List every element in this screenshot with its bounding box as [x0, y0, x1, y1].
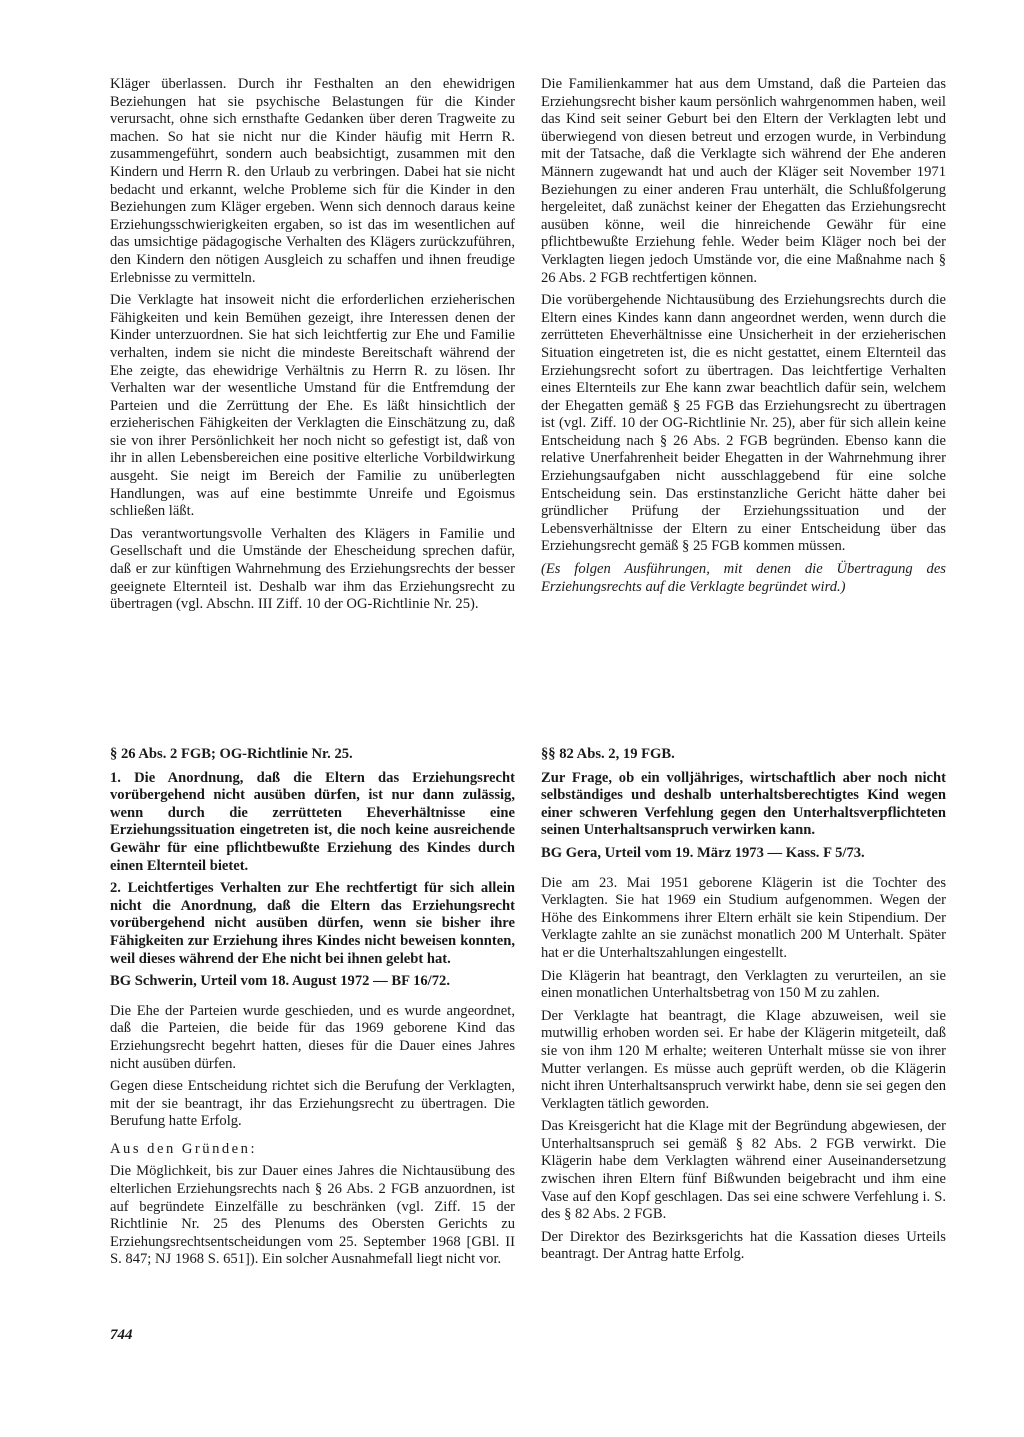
- italic-note: (Es folgen Ausführungen, mit denen die Übertragung des Erziehungsrechts auf die Verklagte begründet wird.): [541, 561, 946, 595]
- paragraph: Das Kreisgericht hat die Klage mit der Begründung abgewiesen, der Unterhaltsanspruch sei gemäß § 82 Abs. 2 FGB verwirkt. Die Klägerin habe dem Verklagten während einer Auseinandersetzung zwischen ihren Eltern fünf Bißwunden beigebracht und ihm eine Vase auf den Kopf geschlagen. Das sei eine schwere Verfehlung i. S. des § 82 Abs. 2 FGB.: [541, 1118, 946, 1223]
- paragraph: Der Direktor des Bezirksgerichts hat die Kassation dieses Urteils beantragt. Der Antrag hatte Erfolg.: [541, 1228, 946, 1263]
- court-citation: BG Gera, Urteil vom 19. März 1973 — Kass. F 5/73.: [541, 844, 865, 861]
- column-bottom-right: [541, 746, 946, 1269]
- leitsatz: Zur Frage, ob ein volljähriges, wirtschaftlich aber noch nicht selbständiges und deshalb unterhaltsberechtigtes Kind wegen einer schweren Verfehlung gegen den Unterhaltsverpflichteten seinen Unterhaltsanspruch verwirken kann.: [541, 769, 946, 839]
- paragraph: Die Familienkammer hat aus dem Umstand, daß die Parteien das Erziehungsrecht bisher kaum persönlich wahrgenommen haben, weil das Kind seit seiner Geburt bei den Eltern der Verklagten lebt und überwiegend von diesen betreut und erzogen wurde, in Verbindung mit der Tatsache, daß die Verklagte sich während der Ehe anderen Männern zugewandt hat und auch der Kläger seit November 1971 Beziehungen zu einer anderen Frau unterhält, die Schlußfolgerung hergeleitet, daß zunächst keiner der Ehegatten das Erziehungsrecht ausüben könne, weil die hinreichende Gewähr für eine pflichtbewußte Erziehung fehle. Weder beim Kläger noch bei der Verklagten liegen jedoch Umstände vor, die eine Maßnahme nach § 26 Abs. 2 FGB rechtfertigen können.: [541, 76, 946, 286]
- paragraph: Die Verklagte hat insoweit nicht die erforderlichen erzieherischen Fähigkeiten und kein Bemühen gezeigt, ihre Interessen denen der Kinder unterzuordnen. Sie hat sich leichtfertig zur Ehe und Familie verhalten, indem sie nicht die mindeste Bereitschaft während der Ehe zeigte, das ehewidrige Verhältnis zu Herrn R. zu lösen. Ihr Verhalten war der wesentliche Umstand für die Entfremdung der Parteien und die Zerrüttung der Ehe. Es läßt hinsichtlich der erzieherischen Fähigkeiten der Verklagten die Einschätzung zu, daß sie von ihrer Persönlichkeit her noch nicht so gefestigt ist, daß von ihr in allen Lebensbereichen eine positive elterliche Vorbildwirkung ausgeht. Sie neigt im Bereich der Familie zu unüberlegten Handlungen, was auf eine bestimmte Unreife und Egoismus schließen läßt.: [110, 292, 515, 520]
- paragraph: Die am 23. Mai 1951 geborene Klägerin ist die Tochter des Verklagten. Sie hat 1969 ein Studium aufgenommen. Wegen der Höhe des Einkommens ihrer Eltern erhält sie kein Stipendium. Der Verklagte zahlte an sie zunächst monatlich 200 M Unterhalt. Später hat er die Unterhaltszahlungen eingestellt.: [541, 874, 946, 961]
- court-citation: BG Schwerin, Urteil vom 18. August 1972 — BF 16/72.: [110, 973, 450, 990]
- paragraph: Das verantwortungsvolle Verhalten des Klägers in Familie und Gesellschaft und die Umstände der Ehescheidung sprechen dafür, daß er zur künftigen Wahrnehmung des Erziehungsrechts der besser geeignete Elternteil ist. Deshalb war ihm das Erziehungsrecht zu übertragen (vgl. Abschn. III Ziff. 10 der OG-Richtlinie Nr. 25).: [110, 525, 515, 613]
- column-top-left: [110, 76, 515, 619]
- case-heading: §§ 82 Abs. 2, 19 FGB.: [541, 746, 675, 762]
- paragraph: Kläger überlassen. Durch ihr Festhalten an den ehewidrigen Beziehungen hat sie psychische Belastungen für die Kinder verursacht, ohne sich ernsthafte Gedanken über deren Tragweite zu machen. So hat sie nicht nur die Kinder häufig mit Herrn R. zusammengeführt, sondern auch beabsichtigt, zusammen mit den Kindern und Herrn R. den Urlaub zu verbringen. Dabei hat sie nicht bedacht und erkannt, welche Probleme sich für die Kinder in den Beziehungen zum Kläger ergeben. Wenn sich dennoch daraus keine Erziehungsschwierigkeiten ergaben, so ist das im wesentlichen auf das umsichtige pädagogische Verhalten des Klägers zurückzuführen, den Kindern den nötigen Ausgleich zu schaffen und ihnen freudige Erlebnisse zu vermitteln.: [110, 76, 515, 286]
- paragraph: Der Verklagte hat beantragt, die Klage abzuweisen, weil sie mutwillig erhoben worden sei. Er habe der Klägerin mitgeteilt, daß sie von ihm 120 M erhalte; weiteren Unterhalt müsse sie von ihrer Mutter verlangen. Es müsse auch geprüft werden, ob die Klägerin nicht ihren Unterhaltsanspruch verwirkt habe, denn sie sei gegen den Verklagten tätlich geworden.: [541, 1007, 946, 1112]
- paragraph: Die vorübergehende Nichtausübung des Erziehungsrechts durch die Eltern eines Kindes kann dann angeordnet werden, wenn durch die zerrütteten Eheverhältnisse eine Unsicherheit in der erzieherischen Situation eingetreten ist, die es nicht gestattet, einem Elternteil das Erziehungsrecht sofort zu übertragen. Das leichtfertige Verhalten eines Elternteils zur Ehe kann zwar beachtlich dafür sein, welchem der Ehegatten gemäß § 25 FGB das Erziehungsrecht zu übertragen ist (vgl. Ziff. 10 der OG-Richtlinie Nr. 25), aber für sich allein keine Entscheidung nach § 26 Abs. 2 FGB begründen. Ebenso kann die relative Unerfahrenheit beider Ehegatten in der Wahrnehmung ihrer Erziehungsaufgaben nicht ausschlaggebend für eine solche Entscheidung sein. Das erstinstanzliche Gericht hätte daher bei gründlicher Prüfung der Erziehungssituation und der Lebensverhältnisse der Eltern zu einer Entscheidung über das Erziehungsrecht gemäß § 25 FGB kommen müssen.: [541, 292, 946, 555]
- paragraph: Die Ehe der Parteien wurde geschieden, und es wurde angeordnet, daß die Parteien, die beide für das 1969 geborene Kind das Erziehungsrecht begehrt hatten, dieses für die Dauer eines Jahres nicht ausüben dürfen.: [110, 1002, 515, 1072]
- paragraph: Gegen diese Entscheidung richtet sich die Berufung der Verklagten, mit der sie beantragt, ihr das Erziehungsrecht zu übertragen. Die Berufung hatte Erfolg.: [110, 1078, 515, 1130]
- page-number: 744: [110, 1327, 133, 1343]
- paragraph: Die Möglichkeit, bis zur Dauer eines Jahres die Nichtausübung des elterlichen Erziehungsrechts nach § 26 Abs. 2 FGB anzuordnen, ist auf begründete Einzelfälle zu beschränken (vgl. Ziff. 15 der Richtlinie Nr. 25 des Plenums des Obersten Gerichts zu Erziehungsrechtsentscheidungen vom 25. September 1968 [GBl. II S. 847; NJ 1968 S. 651]). Ein solcher Ausnahmefall liegt nicht vor.: [110, 1163, 515, 1268]
- column-bottom-left: [110, 746, 515, 1274]
- gruende-heading: Aus den Gründen:: [110, 1140, 258, 1157]
- case-heading: § 26 Abs. 2 FGB; OG-Richtlinie Nr. 25.: [110, 746, 353, 762]
- paragraph: Die Klägerin hat beantragt, den Verklagten zu verurteilen, an sie einen monatlichen Unterhaltsbetrag von 150 M zu zahlen.: [541, 967, 946, 1002]
- column-top-right: [541, 76, 946, 601]
- leitsatz: 2. Leichtfertiges Verhalten zur Ehe rechtfertigt für sich allein nicht die Anordnung, daß die Eltern das Erziehungsrecht vorübergehend nicht ausüben dürfen, wenn sie bisher ihre Fähigkeiten zur Erziehung ihres Kindes nicht beweisen konnten, weil dieses während der Ehe nicht bei ihnen gelebt hat.: [110, 880, 515, 967]
- leitsatz: 1. Die Anordnung, daß die Eltern das Erziehungsrecht vorübergehend nicht ausüben dürfen, ist nur dann zulässig, wenn durch die zerrütteten Eheverhältnisse eine Erziehungssituation eingetreten ist, die noch keine ausreichende Gewähr für eine pflichtbewußte Erziehung des Kindes durch einen Elternteil bietet.: [110, 769, 515, 874]
